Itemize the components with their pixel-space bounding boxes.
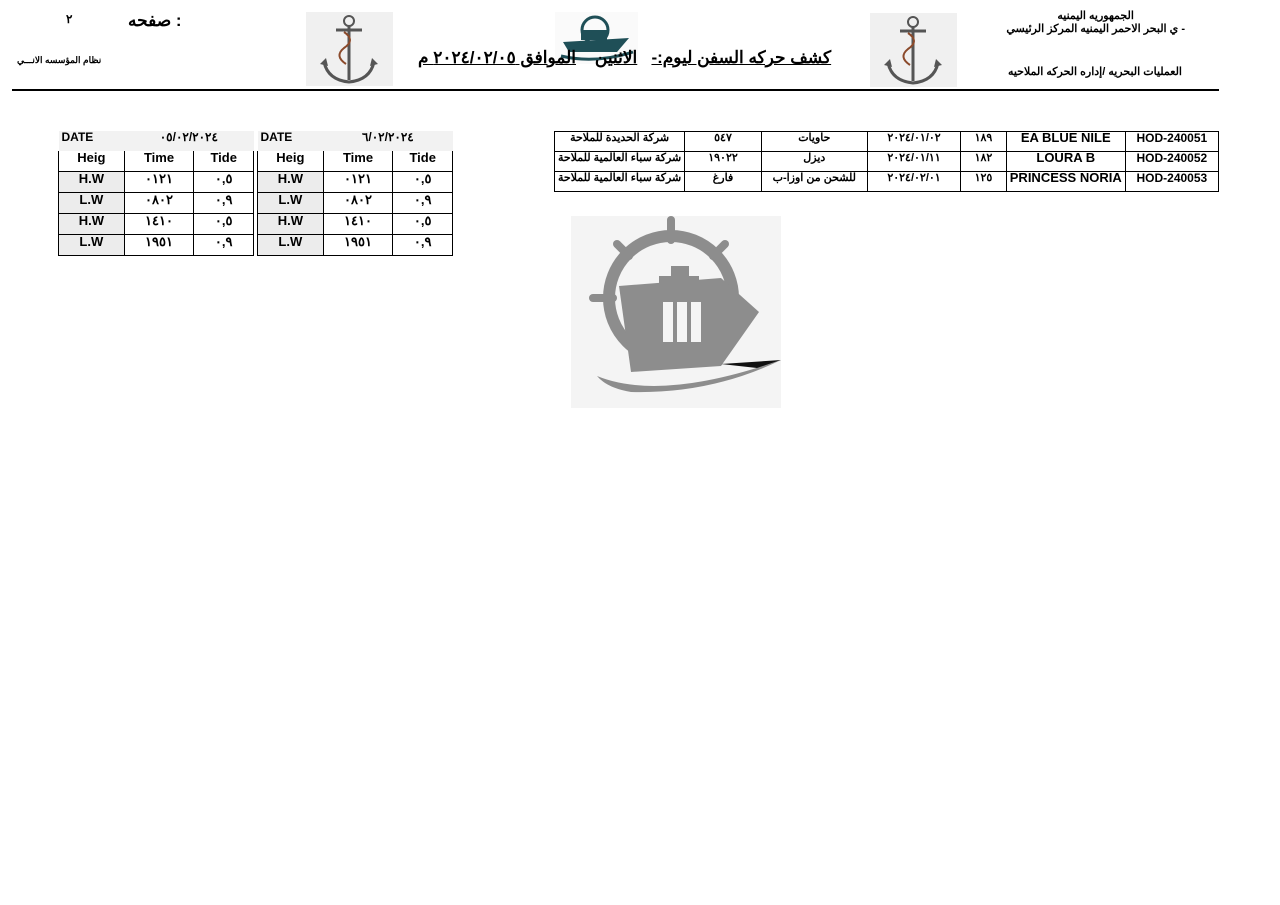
tide-table-1 — [58, 131, 254, 256]
vessel-date: ٢٠٢٤/٠١/١١ — [867, 152, 960, 172]
anchor-icon — [306, 12, 393, 86]
anchor-icon-right — [870, 13, 957, 87]
tide-type: L.W — [59, 193, 125, 214]
tide-time: ٠٨٠٢ — [124, 193, 194, 214]
table-row — [258, 214, 453, 235]
table-row — [555, 172, 1219, 192]
anchor-icon-left — [306, 12, 393, 86]
tide-height: ٠,٩ — [393, 193, 453, 214]
tide-time: ١٩٥١ — [124, 235, 194, 256]
vessel-number: ١٨٩ — [961, 132, 1007, 152]
vessel-quantity: ١٩٠٢٢ — [685, 152, 761, 172]
tide-time: ٠٨٠٢ — [323, 193, 393, 214]
title-day: الاثنين — [594, 48, 638, 67]
vessel-name: PRINCESS NORIA — [1006, 172, 1125, 192]
tide-type: H.W — [258, 172, 324, 193]
ship-watermark — [571, 216, 781, 408]
tide-type: H.W — [258, 214, 324, 235]
tide-header-height: Heig — [59, 151, 125, 172]
header-org-block — [1006, 10, 1185, 36]
tide-header-tide: Tide — [393, 151, 453, 172]
tide-header-tide: Tide — [194, 151, 254, 172]
tide-time: ١٩٥١ — [323, 235, 393, 256]
vessel-date: ٢٠٢٤/٠١/٠٢ — [867, 132, 960, 152]
vessel-cargo: ديزل — [761, 152, 867, 172]
vessel-name: LOURA B — [1006, 152, 1125, 172]
vessel-quantity: ٥٤٧ — [685, 132, 761, 152]
tide-height: ٠,٩ — [194, 235, 254, 256]
tide-date: ٠٥/٠٢/٢٠٢٤ — [124, 131, 253, 151]
tide-time: ١٤١٠ — [124, 214, 194, 235]
title-prefix: كشف حركه السفن ليوم:- — [651, 48, 832, 67]
system-name: نظام المؤسسه الانـــي — [17, 55, 102, 65]
table-row — [555, 152, 1219, 172]
tide-date-label: DATE — [258, 131, 324, 151]
table-row — [258, 193, 453, 214]
header-divider — [12, 89, 1219, 91]
table-row — [258, 172, 453, 193]
table-row — [555, 132, 1219, 152]
tide-height: ٠,٥ — [393, 214, 453, 235]
tide-header-time: Time — [323, 151, 393, 172]
vessel-agent: شركة سباء العالمية للملاحة — [555, 172, 685, 192]
vessel-number: ١٨٢ — [961, 152, 1007, 172]
tide-type: L.W — [258, 235, 324, 256]
tide-height: ٠,٥ — [194, 172, 254, 193]
table-row — [59, 172, 254, 193]
tide-type: H.W — [59, 172, 125, 193]
tide-type: L.W — [59, 235, 125, 256]
table-row — [59, 214, 254, 235]
page-label: صفحه : — [128, 11, 182, 30]
vessel-movements-table — [554, 131, 1219, 192]
vessel-date: ٢٠٢٤/٠٢/٠١ — [867, 172, 960, 192]
tide-table-2 — [257, 131, 453, 256]
tide-height: ٠,٥ — [393, 172, 453, 193]
page-title — [418, 48, 831, 68]
tide-type: H.W — [59, 214, 125, 235]
ship-wheel-watermark-icon — [571, 216, 781, 408]
vessel-cargo: حاويات — [761, 132, 867, 152]
vessel-number: ١٢٥ — [961, 172, 1007, 192]
tide-height: ٠,٩ — [194, 193, 254, 214]
country-name: الجمهوريه اليمنيه — [1057, 10, 1134, 22]
vessel-agent: شركة سباء العالمية للملاحة — [555, 152, 685, 172]
tide-height: ٠,٥ — [194, 214, 254, 235]
tide-header-time: Time — [124, 151, 194, 172]
vessel-code: HOD-240052 — [1125, 152, 1218, 172]
vessel-code: HOD-240053 — [1125, 172, 1218, 192]
table-row — [258, 235, 453, 256]
tide-date-label: DATE — [59, 131, 125, 151]
tide-time: ٠١٢١ — [124, 172, 194, 193]
tide-header-height: Heig — [258, 151, 324, 172]
tide-date: ٦/٠٢/٢٠٢٤ — [323, 131, 452, 151]
tide-type: L.W — [258, 193, 324, 214]
anchor-icon — [870, 13, 957, 87]
table-row — [59, 193, 254, 214]
tide-time: ١٤١٠ — [323, 214, 393, 235]
authority-name: ي البحر الاحمر اليمنيه المركز الرئيسي - — [1006, 23, 1185, 35]
table-row — [59, 235, 254, 256]
title-date: الموافق ٢٠٢٤/٠٢/٠٥ م — [418, 48, 577, 67]
vessel-quantity: فارغ — [685, 172, 761, 192]
vessel-agent: شركة الحديدة للملاحة — [555, 132, 685, 152]
page-number: ٢ — [66, 12, 73, 26]
tide-height: ٠,٩ — [393, 235, 453, 256]
vessel-name: EA BLUE NILE — [1006, 132, 1125, 152]
vessel-code: HOD-240051 — [1125, 132, 1218, 152]
tide-time: ٠١٢١ — [323, 172, 393, 193]
vessel-cargo: للشحن من اوزا-ب — [761, 172, 867, 192]
department-name: العمليات البحريه /إداره الحركه الملاحيه — [1007, 66, 1182, 78]
